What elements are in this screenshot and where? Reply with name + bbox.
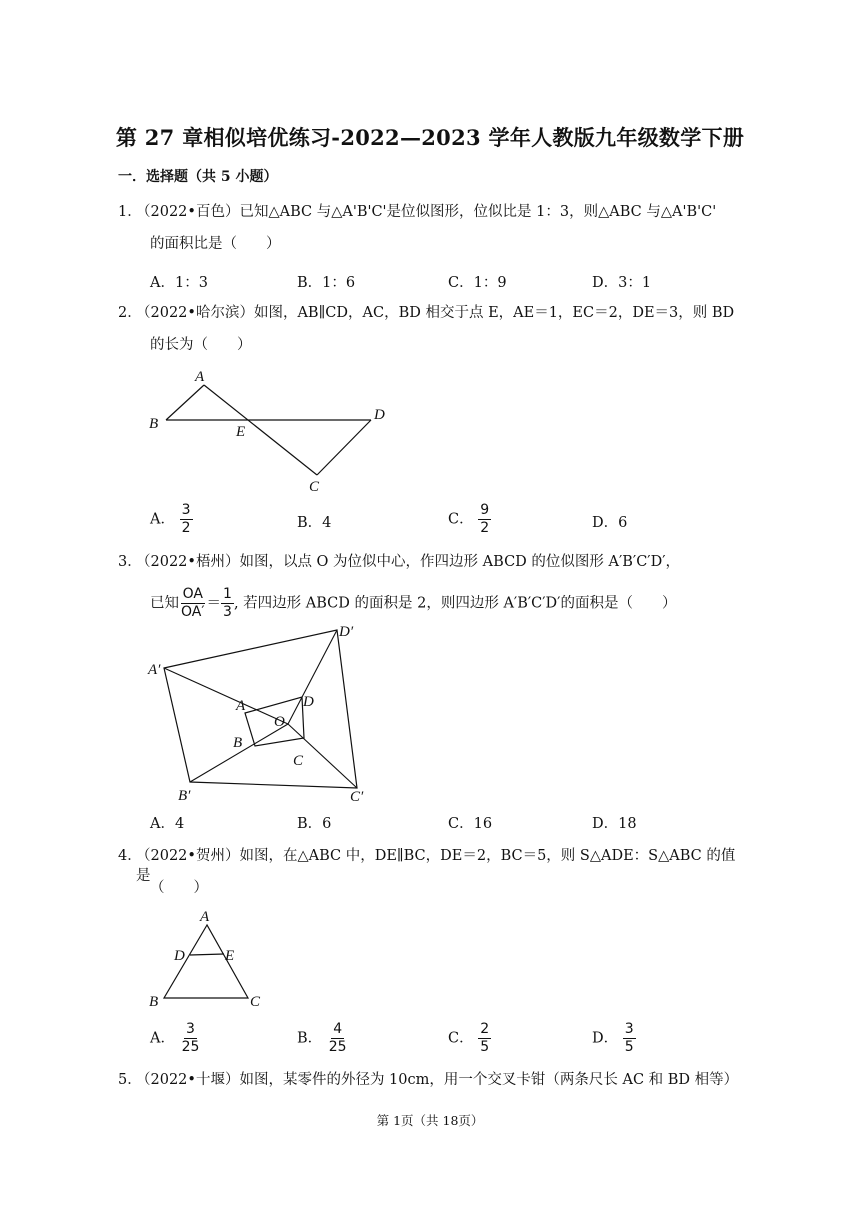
label-b: B (149, 416, 159, 432)
question-text-line2: 的面积比是（ ） (150, 236, 281, 252)
option-d: D．3：1 (592, 275, 652, 291)
label-d: D (174, 948, 185, 964)
label-c-prime: C′ (350, 789, 364, 805)
option-a: A．1：3 (150, 275, 208, 291)
label-a: A (200, 909, 210, 925)
option-a: A． $\frac{3}{2}$ (150, 502, 191, 536)
page-footer: 第 1页（共 18页） (376, 1113, 484, 1128)
option-a: A． $\frac{3}{25}$ (150, 1021, 200, 1055)
question-text-line2: 的长为（ ） (150, 337, 252, 353)
fraction: $\frac{4}{25}$ (328, 1021, 347, 1055)
question-number: 4． (118, 848, 142, 864)
label-o: O (274, 714, 285, 730)
fraction: $\frac{2}{5}$ (480, 1021, 490, 1055)
question-text-line1: （2022•贺州）如图，在△ABC 中，DE∥BC，DE＝2，BC＝5，则 S△ADE：S△ABC 的值是 (136, 848, 736, 884)
question-number: 3． (118, 554, 142, 570)
ratio-fraction: $\frac{OA}{OA'}$ (181, 586, 205, 620)
option-c: C．1：9 (448, 275, 507, 291)
question-number: 5． (118, 1072, 142, 1088)
question-number: 1． (118, 204, 142, 220)
label-d: D (303, 694, 314, 710)
question-text-line1: （2022•十堰）如图，某零件的外径为 10cm，用一个交叉卡钳（两条尺长 AC 和 BD 相等） (136, 1072, 739, 1088)
label-c: C (293, 753, 304, 769)
option-b: B．1：6 (297, 275, 356, 291)
label-e: E (236, 424, 246, 440)
page-title: 第 27 章相似培优练习-2022—2023 学年人教版九年级数学下册 (115, 125, 745, 150)
option-d: D．18 (592, 816, 637, 832)
question-text-line1: （2022•百色）已知△ABC 与△A'B'C'是位似图形，位似比是 1：3，则△ABC 与△A'B'C' (136, 204, 717, 220)
question-number: 2． (118, 305, 142, 321)
label-a: A (195, 369, 205, 385)
label-d: D (374, 407, 385, 423)
label-a-prime: A′ (148, 662, 161, 678)
option-a: A．4 (150, 816, 185, 832)
label-b: B (149, 994, 159, 1010)
label-c: C (309, 479, 320, 495)
option-d: D．6 (592, 515, 628, 531)
figure-q2 (140, 362, 400, 497)
label-b: B (233, 735, 243, 751)
ratio-value: $\frac{1}{3}$ (223, 586, 232, 620)
option-b: B． $\frac{4}{25}$ (297, 1021, 347, 1055)
option-c: C． $\frac{9}{2}$ (448, 502, 490, 536)
label-a: A (236, 698, 246, 714)
fraction: $\frac{3}{5}$ (624, 1021, 634, 1055)
fraction: $\frac{3}{25}$ (181, 1021, 200, 1055)
label-d-prime: D′ (339, 624, 354, 640)
question-text-line1: （2022•哈尔滨）如图，AB∥CD，AC，BD 相交于点 E，AE＝1，EC＝2，DE＝3，则 BD (136, 305, 735, 321)
option-b: B．4 (297, 515, 332, 531)
section-heading: 一．选择题（共 5 小题） (118, 169, 278, 185)
option-c: C． $\frac{2}{5}$ (448, 1021, 490, 1055)
label-b-prime: B′ (178, 788, 191, 804)
figure-q3 (140, 620, 380, 810)
question-text-line2: （ ） (150, 880, 208, 896)
question-text-line1: （2022•梧州）如图，以点 O 为位似中心，作四边形 ABCD 的位似图形 A′B′C′D′， (136, 554, 681, 570)
fraction: $\frac{9}{2}$ (480, 502, 490, 536)
label-e: E (225, 948, 235, 964)
label-c: C (250, 994, 261, 1010)
figure-q4 (140, 905, 280, 1010)
option-b: B．6 (297, 816, 332, 832)
option-c: C．16 (448, 816, 493, 832)
option-d: D． $\frac{3}{5}$ (592, 1021, 634, 1055)
question-text-line2: 已知 $\frac{OA}{OA'}$ ＝ $\frac{1}{3}$ , 若四边形 ABCD 的面积是 2，则四边形 A′B′C′D′的面积是（ ） (150, 586, 677, 620)
fraction: $\frac{3}{2}$ (181, 502, 191, 536)
